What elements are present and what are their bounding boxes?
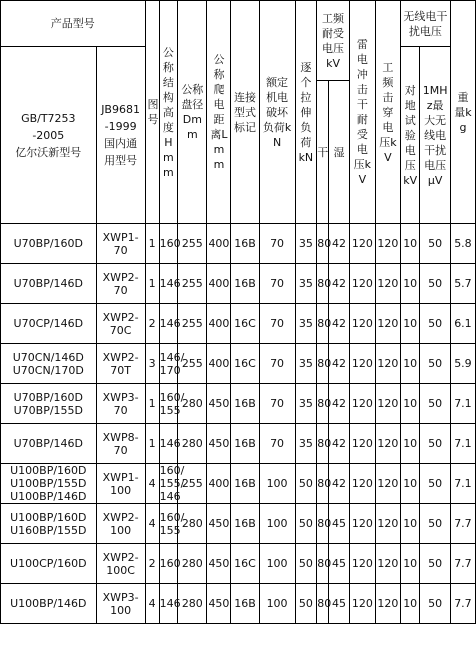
- cell-pf-wet: 42: [329, 264, 350, 304]
- cell-connection-type: 16B: [231, 384, 259, 424]
- cell-structural-height: 160/ 155/ 146: [159, 464, 185, 503]
- cell-riv-max: 50: [420, 504, 450, 544]
- table-row: [1, 504, 476, 544]
- cell-pf-dry: 80: [317, 424, 329, 464]
- cell-figure-no: 2: [145, 544, 159, 584]
- cell-puncture-voltage: 120: [375, 504, 400, 544]
- cell-figure-no: 1: [145, 384, 159, 424]
- cell-weight: 7.1: [450, 424, 475, 464]
- cell-pf-dry: 80: [317, 304, 329, 344]
- cell-riv-max: 50: [420, 344, 450, 384]
- cell-rated-load: 70: [259, 344, 295, 384]
- cell-tensile-load: 35: [295, 384, 317, 424]
- cell-jb-model: XWP2- 70C: [96, 304, 145, 344]
- cell-creepage-distance: 400: [207, 464, 231, 504]
- cell-figure-no: 4: [145, 504, 159, 544]
- cell-weight: 7.7: [450, 584, 475, 624]
- cell-disc-diameter: 255: [178, 304, 207, 344]
- cell-lightning-impulse: 120: [349, 504, 375, 544]
- header-dry: 干: [317, 81, 329, 224]
- cell-tensile-load: 35: [295, 304, 317, 344]
- table-row: [1, 304, 476, 344]
- cell-gb-model: U100BP/160D U160BP/155D: [1, 504, 97, 544]
- cell-creepage-distance: 450: [207, 504, 231, 544]
- cell-lightning-impulse: 120: [349, 304, 375, 344]
- cell-gb-model: U100CP/160D: [1, 544, 97, 584]
- cell-riv-max: 50: [420, 464, 450, 504]
- header-figure-no: 图号: [145, 1, 159, 224]
- cell-pf-dry: 80: [317, 344, 329, 384]
- cell-figure-no: 1: [145, 424, 159, 464]
- cell-gb-model: U70BP/160D U70BP/155D: [1, 384, 97, 424]
- cell-disc-diameter: 255: [178, 464, 207, 504]
- header-lightning-impulse-withstand: 雷电冲击干耐受电压kV: [349, 1, 375, 224]
- cell-rated-load: 100: [259, 464, 295, 504]
- cell-connection-type: 16B: [231, 264, 259, 304]
- cell-connection-type: 16C: [231, 304, 259, 344]
- cell-tensile-load: 50: [295, 464, 317, 504]
- header-jb-model: JB9681 -1999 国内通 用型号: [96, 47, 145, 224]
- cell-rated-load: 70: [259, 264, 295, 304]
- cell-weight: 7.7: [450, 504, 475, 544]
- cell-lightning-impulse: 120: [349, 544, 375, 584]
- cell-pf-wet: 42: [329, 224, 350, 264]
- cell-creepage-distance: 400: [207, 344, 231, 384]
- cell-puncture-voltage: 120: [375, 224, 400, 264]
- cell-weight: 6.1: [450, 304, 475, 344]
- cell-tensile-load: 35: [295, 424, 317, 464]
- cell-disc-diameter: 255: [178, 224, 207, 264]
- cell-figure-no: 1: [145, 264, 159, 304]
- cell-pf-wet: 42: [329, 464, 350, 504]
- cell-connection-type: 16C: [231, 344, 259, 384]
- table-row: [1, 224, 476, 264]
- cell-pf-wet: 42: [329, 304, 350, 344]
- cell-creepage-distance: 450: [207, 544, 231, 584]
- cell-riv-test-voltage: 10: [400, 224, 420, 264]
- cell-pf-wet: 45: [329, 584, 350, 624]
- cell-rated-load: 100: [259, 504, 295, 544]
- cell-disc-diameter: 280: [178, 584, 207, 624]
- cell-riv-max: 50: [420, 264, 450, 304]
- cell-riv-test-voltage: 10: [400, 544, 420, 584]
- cell-pf-dry: 80: [317, 264, 329, 304]
- cell-riv-max: 50: [420, 424, 450, 464]
- cell-tensile-load: 50: [295, 544, 317, 584]
- cell-structural-height: 146: [159, 424, 177, 464]
- cell-puncture-voltage: 120: [375, 584, 400, 624]
- cell-jb-model: XWP2- 70T: [96, 344, 145, 384]
- header-power-frequency-withstand: 工频耐受电压kV: [317, 1, 350, 81]
- cell-creepage-distance: 450: [207, 584, 231, 624]
- cell-figure-no: 3: [145, 344, 159, 384]
- header-product-model: 产品型号: [1, 1, 146, 47]
- cell-gb-model: U70BP/160D: [1, 224, 97, 264]
- cell-jb-model: XWP2- 100: [96, 504, 145, 544]
- cell-puncture-voltage: 120: [375, 544, 400, 584]
- cell-pf-dry: 80: [317, 504, 329, 544]
- cell-jb-model: XWP2- 70: [96, 264, 145, 304]
- cell-riv-max: 50: [420, 584, 450, 624]
- cell-riv-test-voltage: 10: [400, 504, 420, 544]
- cell-weight: 7.1: [450, 384, 475, 424]
- cell-riv-max: 50: [420, 224, 450, 264]
- cell-lightning-impulse: 120: [349, 224, 375, 264]
- cell-disc-diameter: 255: [178, 344, 207, 384]
- cell-rated-load: 100: [259, 544, 295, 584]
- cell-weight: 7.1: [450, 464, 475, 504]
- cell-weight: 7.7: [450, 544, 475, 584]
- header-wet: 湿: [329, 81, 350, 224]
- cell-gb-model: U70BP/146D: [1, 264, 97, 304]
- cell-structural-height: 146: [159, 304, 177, 344]
- cell-gb-model: U100BP/146D: [1, 584, 97, 624]
- cell-pf-dry: 80: [317, 584, 329, 624]
- cell-pf-dry: 80: [317, 224, 329, 264]
- cell-rated-load: 70: [259, 424, 295, 464]
- cell-weight: 5.9: [450, 344, 475, 384]
- table-row: [1, 584, 476, 624]
- cell-rated-load: 70: [259, 384, 295, 424]
- cell-structural-height: 160/ 155: [159, 504, 177, 544]
- cell-pf-wet: 42: [329, 344, 350, 384]
- cell-puncture-voltage: 120: [375, 304, 400, 344]
- cell-riv-test-voltage: 10: [400, 424, 420, 464]
- cell-pf-wet: 45: [329, 504, 350, 544]
- header-riv-max: 1MHz最大无线电干扰电压μV: [420, 47, 450, 224]
- cell-riv-test-voltage: 10: [400, 464, 420, 504]
- cell-disc-diameter: 280: [178, 384, 207, 424]
- cell-creepage-distance: 450: [207, 424, 231, 464]
- cell-riv-test-voltage: 10: [400, 584, 420, 624]
- header-riv-test-voltage: 对地试验电压kV: [400, 47, 420, 224]
- cell-jb-model: XWP2- 100C: [96, 544, 145, 584]
- header-weight: 重量kg: [450, 1, 475, 224]
- header-routine-tensile-load: 逐个拉伸负荷kN: [295, 1, 317, 224]
- cell-figure-no: 4: [145, 464, 159, 504]
- cell-riv-max: 50: [420, 304, 450, 344]
- cell-pf-wet: 42: [329, 384, 350, 424]
- table-row: [1, 544, 476, 584]
- cell-jb-model: XWP8- 70: [96, 424, 145, 464]
- cell-connection-type: 16C: [231, 544, 259, 584]
- header-rated-load: 额定机电破坏负荷kN: [259, 1, 295, 224]
- cell-structural-height: 146: [159, 584, 177, 624]
- cell-puncture-voltage: 120: [375, 384, 400, 424]
- cell-jb-model: XWP3- 70: [96, 384, 145, 424]
- table-row: [1, 264, 476, 304]
- cell-riv-max: 50: [420, 384, 450, 424]
- cell-tensile-load: 35: [295, 344, 317, 384]
- table-row: [1, 464, 476, 504]
- cell-structural-height: 160: [159, 544, 177, 584]
- cell-weight: 5.8: [450, 224, 475, 264]
- cell-creepage-distance: 400: [207, 304, 231, 344]
- cell-riv-test-voltage: 10: [400, 304, 420, 344]
- cell-lightning-impulse: 120: [349, 584, 375, 624]
- cell-tensile-load: 50: [295, 584, 317, 624]
- cell-puncture-voltage: 120: [375, 464, 400, 504]
- cell-lightning-impulse: 120: [349, 344, 375, 384]
- cell-structural-height: 146: [159, 264, 177, 304]
- cell-connection-type: 16B: [231, 504, 259, 544]
- cell-creepage-distance: 400: [207, 224, 231, 264]
- cell-rated-load: 100: [259, 584, 295, 624]
- cell-connection-type: 16B: [231, 584, 259, 624]
- cell-riv-test-voltage: 10: [400, 264, 420, 304]
- table-row: [1, 344, 476, 384]
- cell-connection-type: 16B: [231, 424, 259, 464]
- header-connection-type: 连接型式标记: [231, 1, 259, 224]
- cell-weight: 5.7: [450, 264, 475, 304]
- cell-tensile-load: 35: [295, 224, 317, 264]
- cell-tensile-load: 50: [295, 504, 317, 544]
- cell-pf-wet: 42: [329, 424, 350, 464]
- cell-riv-test-voltage: 10: [400, 344, 420, 384]
- cell-puncture-voltage: 120: [375, 424, 400, 464]
- header-radio-interference: 无线电干扰电压: [400, 1, 450, 47]
- cell-structural-height: 160/ 155: [159, 384, 177, 424]
- cell-pf-dry: 80: [317, 384, 329, 424]
- cell-jb-model: XWP1- 70: [96, 224, 145, 264]
- cell-disc-diameter: 255: [178, 264, 207, 304]
- header-puncture-voltage: 工频击穿电压kV: [375, 1, 400, 224]
- header-structural-height: 公称结构高度Hmm: [159, 1, 177, 224]
- table-row: [1, 384, 476, 424]
- cell-riv-max: 50: [420, 544, 450, 584]
- cell-figure-no: 4: [145, 584, 159, 624]
- table-row: [1, 424, 476, 464]
- cell-disc-diameter: 280: [178, 504, 207, 544]
- cell-rated-load: 70: [259, 304, 295, 344]
- cell-creepage-distance: 450: [207, 384, 231, 424]
- cell-gb-model: U100BP/160D U100BP/155D U100BP/146D: [1, 464, 97, 504]
- header-gb-model: GB/T7253 -2005 亿尔沃新型号: [1, 47, 97, 224]
- cell-lightning-impulse: 120: [349, 264, 375, 304]
- cell-pf-dry: 80: [317, 464, 329, 504]
- cell-structural-height: 160: [159, 224, 177, 264]
- cell-pf-wet: 45: [329, 544, 350, 584]
- cell-jb-model: XWP1- 100: [96, 464, 145, 504]
- cell-disc-diameter: 280: [178, 544, 207, 584]
- cell-structural-height: 146/ 170: [159, 344, 177, 384]
- cell-connection-type: 16B: [231, 464, 259, 504]
- cell-figure-no: 2: [145, 304, 159, 344]
- cell-lightning-impulse: 120: [349, 384, 375, 424]
- cell-puncture-voltage: 120: [375, 264, 400, 304]
- cell-rated-load: 70: [259, 224, 295, 264]
- header-creepage-distance: 公称爬电距离Lmm: [207, 1, 231, 224]
- cell-gb-model: U70CN/146D U70CN/170D: [1, 344, 97, 384]
- cell-gb-model: U70BP/146D: [1, 424, 97, 464]
- cell-lightning-impulse: 120: [349, 424, 375, 464]
- cell-riv-test-voltage: 10: [400, 384, 420, 424]
- cell-jb-model: XWP3- 100: [96, 584, 145, 624]
- cell-figure-no: 1: [145, 224, 159, 264]
- cell-connection-type: 16B: [231, 224, 259, 264]
- cell-gb-model: U70CP/146D: [1, 304, 97, 344]
- header-disc-diameter: 公称盘径Dmm: [178, 1, 207, 224]
- cell-lightning-impulse: 120: [349, 464, 375, 504]
- cell-puncture-voltage: 120: [375, 344, 400, 384]
- cell-tensile-load: 35: [295, 264, 317, 304]
- cell-pf-dry: 80: [317, 544, 329, 584]
- cell-creepage-distance: 400: [207, 264, 231, 304]
- cell-disc-diameter: 280: [178, 424, 207, 464]
